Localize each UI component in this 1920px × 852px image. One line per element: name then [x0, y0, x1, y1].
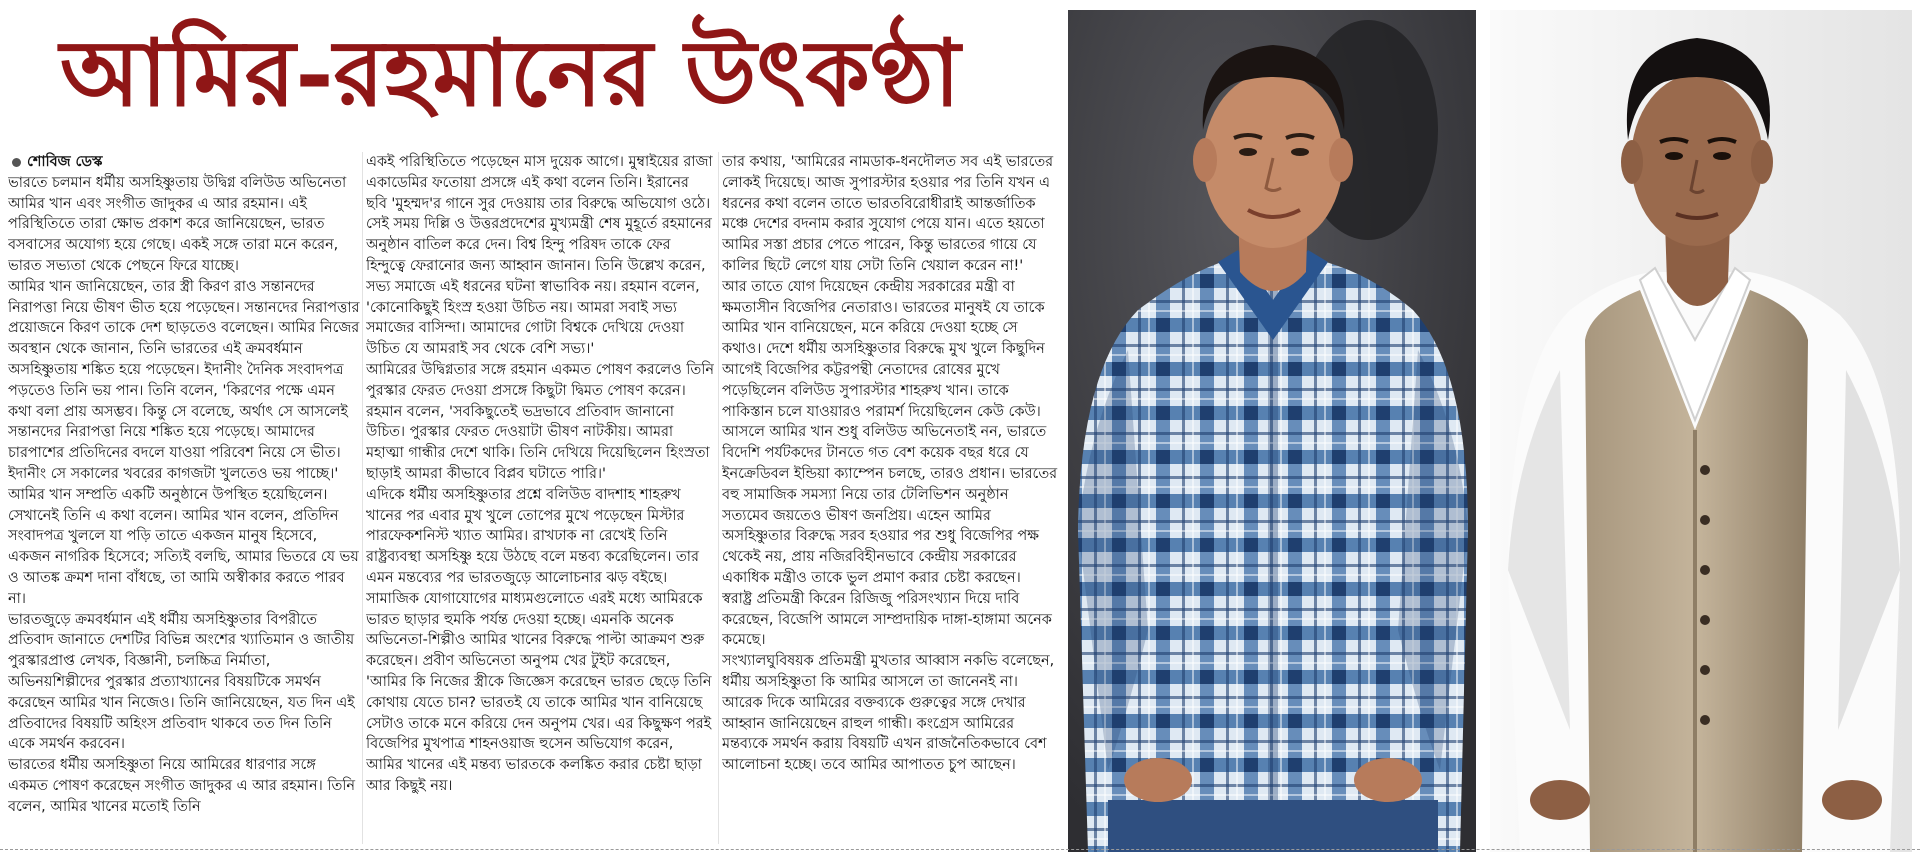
- paragraph: আসলে আমির খান শুধু বলিউড অভিনেতাই নন, ভারতে বিদেশি পর্যটকদের টানতে গত বেশ কয়েক বছর ধরে যে ইনক্রেডিবল ইন্ডিয়া ক্যাম্পেন চলছে, তারও প্রধান। ভারতের বহু সামাজিক সমস্যা নিয়ে তার টেলিভিশন অনুষ্ঠান সত্যমেব জয়তেও ভীষণ জনপ্রিয়। এহেন আমির অসহিষ্ণুতার বিরুদ্ধে সরব হওয়ার পর শুধু বিজেপির পক্ষ থেকেই নয়, প্রায় নজিরবিহীনভাবে কেন্দ্রীয় সরকারের একাধিক মন্ত্রীও তাকে ভুল প্রমাণ করার চেষ্টা করছেন।: [722, 424, 1058, 586]
- paragraph: আমিরের উদ্বিগ্নতার সঙ্গে রহমান একমত পোষণ করলেও তিনি পুরস্কার ফেরত দেওয়া প্রসঙ্গে কিছুটা দ্বিমত পোষণ করেন। রহমান বলেন, 'সবকিছুতেই ভদ্রভাবে প্রতিবাদ জানানো উচিত। পুরস্কার ফেরত দেওয়াটা ভীষণ নাটকীয়। আমরা মহাত্মা গান্ধীর দেশে থাকি। তিনি দেখিয়ে দিয়েছিলেন হিংস্রতা ছাড়াই আমরা কীভাবে বিপ্লব ঘটাতে পারি।': [366, 361, 714, 482]
- column-divider: [362, 152, 363, 844]
- article-column-3: [722, 152, 1058, 844]
- paragraph: তার কথায়, 'আমিরের নামডাক-ধনদৌলত সব এই ভারতের লোকই দিয়েছে। আজ সুপারস্টার হওয়ার পর তিনি যখন এ ধরনের কথা বলেন তাতে ভারতবিরোধীরাই আন্তর্জাতিক মঞ্চে দেশের বদনাম করার সুযোগ পেয়ে যান। এতে হয়তো আমির সস্তা প্রচার পেতে পারেন, কিন্তু ভারতের গায়ে যে কালির ছিটে লেগে যায় সেটা তিনি খেয়াল করেন না!': [722, 154, 1054, 274]
- article-column-2: [366, 152, 714, 844]
- headline: আমির-রহমানের উৎকণ্ঠা: [60, 19, 961, 127]
- portrait-illustration: [1490, 10, 1912, 852]
- paragraph: আরেক দিকে আমিরের বক্তব্যকে গুরুত্বের সঙ্গে দেখার আহ্বান জানিয়েছেন রাহুল গান্ধী। কংগ্রেস আমিরের মন্তব্যকে সমর্থন করায় বিষয়টি এখন রাজনৈতিকভাবে বেশ আলোচনা হচ্ছে। তবে আমির আপাতত চুপ আছেন।: [722, 694, 1047, 774]
- byline: [8, 152, 360, 173]
- paragraph: ভারতের ধর্মীয় অসহিষ্ণুতা নিয়ে আমিরের ধারণার সঙ্গে একমত পোষণ করেছেন সংগীত জাদুকর এ আর রহমান। তিনি বলেন, আমির খানের মতোই তিনি: [8, 757, 355, 815]
- photo-aamir-khan: [1068, 10, 1476, 852]
- paragraph: ভারতে চলমান ধর্মীয় অসহিষ্ণুতায় উদ্বিগ্ন বলিউড অভিনেতা আমির খান এবং সংগীত জাদুকর এ আর রহমান। এই পরিস্থিতিতে তারা ক্ষোভ প্রকাশ করে জানিয়েছেন, ভারত বসবাসের অযোগ্য হয়ে গেছে। একই সঙ্গে তারা মনে করেন, ভারত সভ্যতা থেকে পেছনে ফিরে যাচ্ছে।: [8, 174, 347, 274]
- photo-ar-rahman: [1490, 10, 1912, 852]
- bullet-icon: [12, 158, 21, 167]
- paragraph: আমির খান জানিয়েছেন, তার স্ত্রী কিরণ রাও সন্তানদের নিরাপত্তা নিয়ে ভীষণ ভীত হয়ে পড়েছেন। সন্তানদের নিরাপত্তার প্রয়োজনে কিরণ তাকে দেশ ছাড়তেও বলেছেন। আমির নিজের অবস্থান থেকে জানান, তিনি ভারতের এই ক্রমবর্ধমান অসহিষ্ণুতায় শঙ্কিত হয়ে পড়েছেন। ইদানীং দৈনিক সংবাদপত্র পড়তেও তিনি ভয় পান। তিনি বলেন, 'কিরণের পক্ষে এমন কথা বলা প্রায় অসম্ভব। কিন্তু সে বলেছে, অর্থাৎ সে আসলেই সন্তানদের নিরাপত্তা নিয়ে শঙ্কিত হয়ে পড়েছে। আমাদের চারপাশের প্রতিদিনের বদলে যাওয়া পরিবেশ নিয়ে সে ভীত। ইদানীং সে সকালের খবরের কাগজটা খুলতেও ভয় পাচ্ছে।': [8, 278, 360, 482]
- column-divider: [718, 152, 719, 844]
- byline-text: শোবিজ ডেস্ক: [27, 154, 103, 170]
- paragraph: একই পরিস্থিতিতে পড়েছেন মাস দুয়েক আগে। মুম্বাইয়ের রাজা একাডেমির ফতোয়া প্রসঙ্গে এই কথা বলেন তিনি। ইরানের ছবি 'মুহম্মদ'র গানে সুর দেওয়ায় তার বিরুদ্ধে অভিযোগ ওঠে। সেই সময় দিল্লি ও উত্তরপ্রদেশের মুখ্যমন্ত্রী শেষ মুহূর্তে রহমানের অনুষ্ঠান বাতিল করে দেন। বিশ্ব হিন্দু পরিষদ তাকে ফের হিন্দুত্বে ফেরানোর জন্য আহ্বান জানান। তিনি উল্লেখ করেন, সভ্য সমাজে এই ধরনের ঘটনা স্বাভাবিক নয়। রহমান বলেন, 'কোনোকিছুই হিংস্র হওয়া উচিত নয়। আমরা সবাই সভ্য সমাজের বাসিন্দা। আমাদের গোটা বিশ্বকে দেখিয়ে দেওয়া উচিত যে আমরাই সব থেকে বেশি সভ্য।': [366, 154, 713, 358]
- paragraph: স্বরাষ্ট্র প্রতিমন্ত্রী কিরেন রিজিজু পরিসংখ্যান দিয়ে দাবি করেছেন, বিজেপি আমলে সাম্প্রদায়িক দাঙ্গা-হাঙ্গামা অনেক কমেছে।: [722, 590, 1052, 649]
- paragraph: সংখ্যালঘুবিষয়ক প্রতিমন্ত্রী মুখতার আব্বাস নকভি বলেছেন, ধর্মীয় অসহিষ্ণুতা কি আমির আসলে তা জানেনই না।: [722, 653, 1055, 690]
- paragraph: ভারতজুড়ে ক্রমবর্ধমান এই ধর্মীয় অসহিষ্ণুতার বিপরীতে প্রতিবাদ জানাতে দেশটির বিভিন্ন অংশের খ্যাতিমান ও জাতীয় পুরস্কারপ্রাপ্ত লেখক, বিজ্ঞানী, চলচ্চিত্র নির্মাতা, অভিনয়শিল্পীদের পুরস্কার প্রত্যাখ্যানের বিষয়টিকে সমর্থন করেছেন আমির খান নিজেও। তিনি জানিয়েছেন, যত দিন এই প্রতিবাদের বিষয়টি অহিংস প্রতিবাদ থাকবে তত দিন তিনি একে সমর্থন করবেন।: [8, 611, 355, 753]
- paragraph: এদিকে ধর্মীয় অসহিষ্ণুতার প্রশ্নে বলিউড বাদশাহ শাহরুখ খানের পর এবার মুখ খুলে তোপের মুখে পড়েছেন মিস্টার পারফেকশনিস্ট খ্যাত আমির। রাখঢাক না রেখেই তিনি রাষ্ট্রব্যবস্থা অসহিষ্ণু হয়ে উঠছে বলে মন্তব্য করেছিলেন। তার এমন মন্তব্যের পর ভারতজুড়ে আলোচনার ঝড় বইছে। সামাজিক যোগাযোগের মাধ্যমগুলোতে এরই মধ্যে আমিরকে ভারত ছাড়ার হুমকি পর্যন্ত দেওয়া হচ্ছে। এমনকি অনেক অভিনেতা-শিল্পীও আমির খানের বিরুদ্ধে পাল্টা আক্রমণ শুরু করেছেন। প্রবীণ অভিনেতা অনুপম খের টুইট করেছেন, 'আমির কি নিজের স্ত্রীকে জিজ্ঞেস করেছেন ভারত ছেড়ে তিনি কোথায় যেতে চান? ভারতই যে তাকে আমির খান বানিয়েছে সেটাও তাকে মনে করিয়ে দেন অনুপম খের। এর কিছুক্ষণ পরই বিজেপির মুখপাত্র শাহনওয়াজ হুসেন অভিযোগ করেন, আমির খানের এই মন্তব্য ভারতকে কলঙ্কিত করার চেষ্টা ছাড়া আর কিছুই নয়।: [366, 486, 712, 794]
- portrait-illustration: [1068, 10, 1476, 852]
- paragraph: আর তাতে যোগ দিয়েছেন কেন্দ্রীয় সরকারের মন্ত্রী বা ক্ষমতাসীন বিজেপির নেতারাও। ভারতের মানুষই যে তাকে আমির খান বানিয়েছেন, মনে করিয়ে দেওয়া হচ্ছে সে কথাও। দেশে ধর্মীয় অসহিষ্ণুতার বিরুদ্ধে মুখ খুলে কিছুদিন আগেই বিজেপির কট্টরপন্থী নেতাদের রোষের মুখে পড়েছিলেন বলিউড সুপারস্টার শাহরুখ খান। তাকে পাকিস্তান চলে যাওয়ারও পরামর্শ দিয়েছিলেন কেউ কেউ।: [722, 278, 1045, 420]
- paragraph: আমির খান সম্প্রতি একটি অনুষ্ঠানে উপস্থিত হয়েছিলেন। সেখানেই তিনি এ কথা বলেন। আমির খান বলেন, প্রতিদিন সংবাদপত্র খুললে যা পড়ি তাতে একজন মানুষ হিসেবে, একজন নাগরিক হিসেবে; সত্যিই বলছি, আমার ভিতরে যে ভয় ও আতঙ্ক ক্রমশ দানা বাঁধছে, তা আমি অস্বীকার করতে পারব না।: [8, 486, 359, 607]
- article-column-1: [8, 152, 360, 844]
